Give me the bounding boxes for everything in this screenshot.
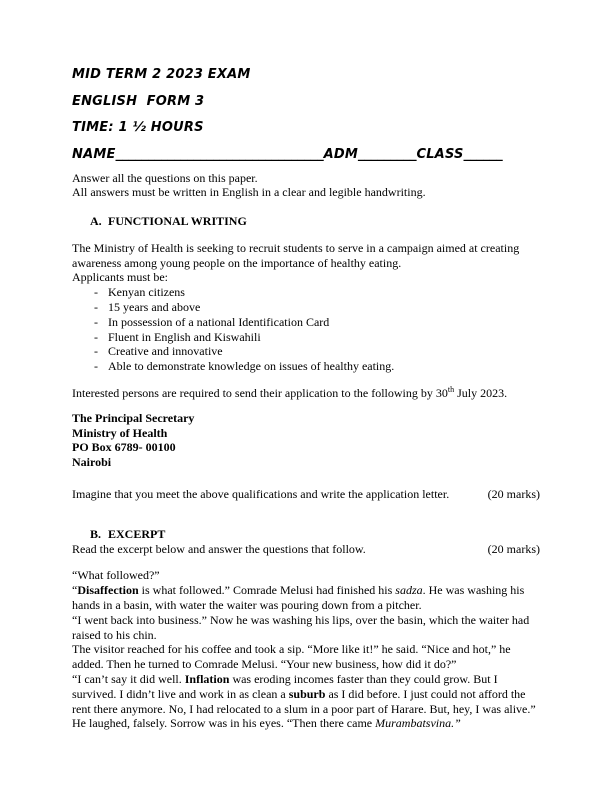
section-a-intro: The Ministry of Health is seeking to recruit students to serve in a campaign aimed at creating awareness among young people on the importance of healthy eating. [72,240,520,270]
excerpt-paragraph: “I can’t say it did well. Inflation was eroding incomes faster than they could grow. But I survived. I didn’t live and work in as clean a suburb as I did before. I just could not afford the rent there anymore. No, I had relocated to a slum in a poor part of Harare. But, hey, I was alive.” He laughed, falsely. Sorrow was in his eyes. “Then there came Murambatsvina.” [72,672,536,731]
section-b-heading [72,527,540,542]
bullet-dash: - [94,285,98,300]
adm-label: ADM [323,147,358,162]
recipient-address [72,411,540,470]
deadline-date: July 2023. [454,386,508,401]
general-instructions [72,171,540,201]
address-line: PO Box 6789- 00100 [72,440,176,455]
application-deadline-line [72,386,540,401]
excerpt-paragraph: “I went back into business.” Now he was washing his lips, over the basin, which the waiter had raised to his chin. [72,612,530,642]
list-item [94,300,540,315]
address-line: The Principal Secretary [72,410,195,425]
requirement-text: Creative and innovative [108,344,223,359]
excerpt-paragraph: The visitor reached for his coffee and took a sip. “More like it!” he said. “Nice and hot,” he added. Then he turned to Comrade Melusi. “Your new business, how did it do?” [72,642,511,672]
bullet-dash: - [94,359,98,374]
bullet-dash: - [94,300,98,315]
section-b [72,527,540,731]
address-line: Ministry of Health [72,425,168,440]
requirements-list [72,285,540,374]
requirement-text: Able to demonstrate knowledge on issues of healthy eating. [108,359,395,374]
requirement-text: Kenyan citizens [108,285,185,300]
deadline-text: Interested persons are required to send their application to the following by 30 [72,386,448,401]
adm-blank-line: _________ [357,147,417,162]
subject-title: ENGLISH FORM 3 [72,93,205,109]
task-text: Imagine that you meet the above qualifications and write the application letter. [72,487,450,502]
class-blank-line: ______ [463,147,503,162]
requirement-text: 15 years and above [108,300,201,315]
name-label: NAME [72,147,116,162]
ordinal-superscript: th [447,385,455,395]
section-a-task [72,487,540,502]
section-a-enum: A. [90,214,102,229]
bullet-dash: - [94,329,98,344]
list-item [94,330,540,345]
section-b-marks: (20 marks) [487,541,540,556]
section-b-title: EXCERPT [108,526,166,541]
section-a-marks: (20 marks) [487,487,540,502]
address-line: Nairobi [72,455,112,470]
requirement-text: In possession of a national Identification Card [108,314,330,329]
bullet-dash: - [94,314,98,329]
section-b-enum: B. [90,526,102,541]
name-blank-line: ________________________________ [115,147,324,162]
list-item [94,285,540,300]
applicants-label: Applicants must be: [72,270,168,285]
list-item [94,315,540,330]
class-label: CLASS [416,147,464,162]
instruction-line-2: All answers must be written in English in a clear and legible handwriting. [72,185,426,200]
excerpt-paragraph: “What followed?” [72,568,160,583]
list-item [94,359,540,374]
instruction-line-1: Answer all the questions on this paper. [72,170,258,185]
candidate-details-line [72,148,540,162]
section-a-heading [72,214,540,229]
excerpt-paragraph: “Disaffection is what followed.” Comrade Melusi had finished his sadza. He was washing his hands in a basin, with water the waiter was pouring down from a pitcher. [72,583,525,613]
bullet-dash: - [94,344,98,359]
section-b-instruction: Read the excerpt below and answer the questions that follow. [72,541,366,556]
excerpt-text-block [72,568,542,731]
time-allocation: TIME: 1 ½ HOURS [72,120,204,135]
section-a [72,214,540,502]
section-b-instruction-line [72,542,540,557]
exam-title: MID TERM 2 2023 EXAM [72,67,251,82]
section-a-title: FUNCTIONAL WRITING [108,214,247,229]
list-item [94,344,540,359]
requirement-text: Fluent in English and Kiswahili [108,329,261,344]
exam-header [72,68,540,162]
